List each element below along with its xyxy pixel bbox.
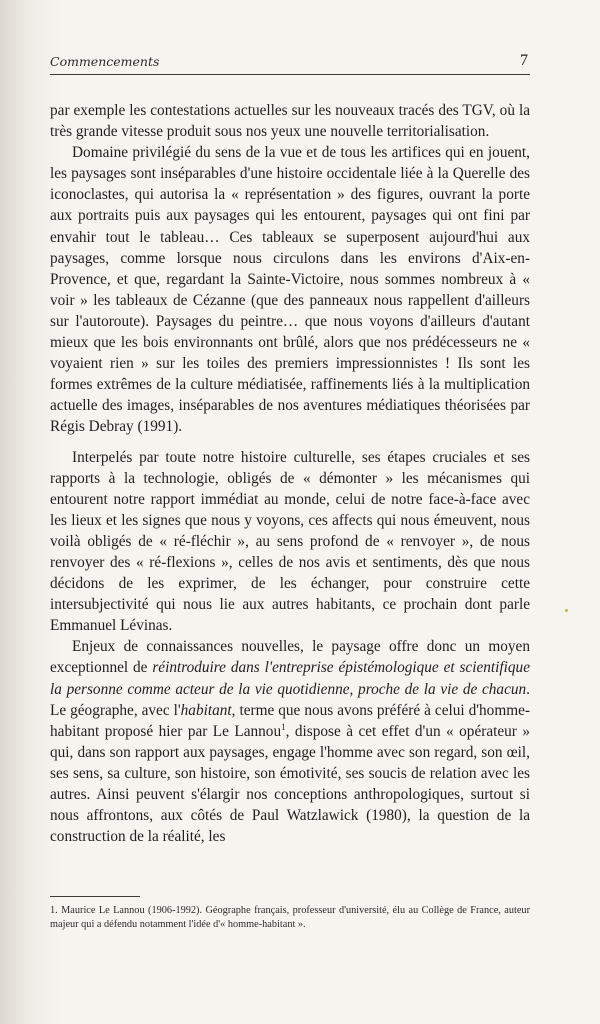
paragraph-4-part-c: , terme que nous avons préféré à celui d'homme-habitant proposé hier par Le Lannou [50,701,530,740]
paragraph-4-part-b: . Le géographe, avec l' [50,680,530,719]
paper-speck [565,609,568,612]
paragraph-4-emphasis-1: réintroduire dans l'entreprise épistémologique et scientifique la personne comme acteur de la vie quotidienne, proche de la vie de chacun [50,659,530,698]
paragraph-4-emphasis-2: habitant [180,701,232,719]
paragraph-4 [50,636,530,847]
paragraph-1: par exemple les contestations actuelles sur les nouveaux tracés des TGV, où la très grande vitesse produit sous nos yeux une nouvelle territorialisation. [50,102,530,141]
paragraph-4-part-d: , dispose à cet effet d'un « opérateur » qui, dans son rapport aux paysages, engage l'homme avec son regard, son œil, ses sens, sa culture, son histoire, son émotivité, ses soucis de relation avec les autres. Ainsi peuvent s'élargir nos conceptions anthropologiques, surtout si nous affrontons, aux côtés de Paul Watzlawick (1980), la question de la construction de la réalité, les [50,722,530,846]
footnote: 1. Maurice Le Lannou (1906-1992). Géographe français, professeur d'université, élu au Collège de France, auteur majeur qui a défendu notamment l'idée d'« homme-habitant ». [50,905,530,930]
footnote-reference: 1 [281,721,286,732]
running-head: Commencements [50,54,160,69]
paragraph-2: Domaine privilégié du sens de la vue et de tous les artifices qui en jouent, les paysages sont inséparables d'une histoire occidentale liée à la Querelle des iconoclastes, qui autorisa la « représentation » des figures, ouvrant la porte aux portraits puis aux paysages qui les entourent, paysages qui ont fini par envahir tout le tableau… Ces tableaux se superposent aujourd'hui aux paysages, comme lorsque nous circulons dans les environs d'Aix-en-Provence, et que, regardant la Sainte-Victoire, nous sommes nombreux à « voir » les tableaux de Cézanne (que des panneaux nous rappellent d'ailleurs sur l'autoroute). Paysages du peintre… que nous voyons d'ailleurs d'autant mieux que les bois environnants ont brûlé, alors que nos prédécesseurs ne « voyaient rien » sur les toiles des premiers impressionnistes ! Ils sont les formes extrêmes de la culture médiatisée, raffinements liés à la multiplication actuelle des images, inséparables de nos aventures médiatiques théorisées par Régis Debray (1991). [50,144,530,436]
page-header [50,52,530,75]
paragraph-4-part-a: Enjeux de connaissances nouvelles, le paysage offre donc un moyen exceptionnel de [50,638,530,677]
footnote-divider [50,896,140,897]
paragraph-3: Interpelés par toute notre histoire culturelle, ses étapes cruciales et ses rapports à la technologie, obligés de « démonter » les mécanismes qui entourent notre rapport immédiat au monde, celui de notre face-à-face avec les lieux et les signes que nous y voyons, ces affects qui nous émeuvent, nous voilà obligés de « ré-fléchir », au sens profond de « renvoyer », de nous renvoyer des « ré-flexions », celles de nos avis et sentiments, dès que nous décidons de les exprimer, de les échanger, pour construire cette intersubjectivité qui nous lie aux autres habitants, ce prochain dont parle Emmanuel Lévinas. [50,448,530,635]
body-text [50,100,530,847]
page-number: 7 [520,52,528,69]
